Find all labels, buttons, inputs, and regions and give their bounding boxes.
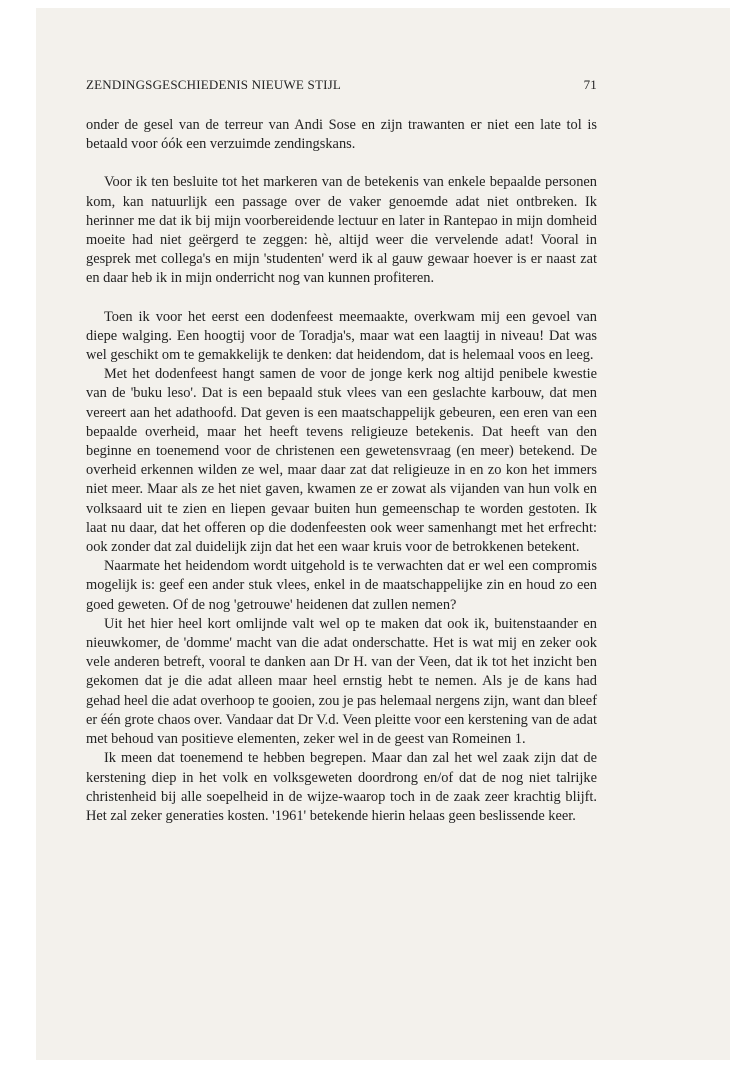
- paragraph: Ik meen dat toenemend te hebben begrepen. Maar dan zal het wel zaak zijn dat de kerstening diep in het volk en volksgeweten doordrong en/of dat de nog niet talrijke christenheid bij alle soepelheid in de wijze-waarop toch in de zaak zeer krachtig blijft. Het zal zeker generaties kosten. '1961' betekende hierin helaas geen beslissende keer.: [86, 750, 597, 824]
- paragraph: Voor ik ten besluite tot het markeren van de betekenis van enkele bepaalde personen kom, kan natuurlijk een passage over de vaker genoemde adat niet ontbreken. Ik herinner me dat ik bij mijn voorbereidende lectuur en later in Rantepao in mijn domheid moeite had niet geërgerd te zeggen: hè, altijd weer die vervelende adat! Vooral in gesprek met collega's en mijn 'studenten' werd ik al gauw gewaar hoever is er naast zat en daar heb ik in mijn onderricht nog van kunnen profiteren.: [86, 174, 597, 287]
- page-number: 71: [583, 77, 597, 92]
- book-page: [86, 76, 597, 826]
- body-text: [86, 116, 597, 826]
- paragraph: Uit het hier heel kort omlijnde valt wel op te maken dat ook ik, buitenstaander en nieuwkomer, de 'domme' macht van die adat onderschatte. Het is wat mij en zeker ook vele anderen betreft, vooral te danken aan Dr H. van der Veen, dat ik tot het inzicht ben gekomen dat je die adat alleen maar heel ernstig hebt te nemen. Als je de kans had gehad heel die adat overhoop te gooien, zou je pas helemaal nergens zijn, want dan bleef er één grote chaos over. Vandaar dat Dr V.d. Veen pleitte voor een kerstening van de adat met behoud van positieve elementen, zeker wel in de geest van Romeinen 1.: [86, 615, 597, 748]
- running-title: ZENDINGSGESCHIEDENIS NIEUWE STIJL: [86, 77, 342, 92]
- running-head: [86, 76, 597, 94]
- paragraph: Met het dodenfeest hangt samen de voor de jonge kerk nog altijd penibele kwestie van de 'buku leso'. Dat is een bepaald stuk vlees van een geslachte karbouw, dat men vereert aan het adathoofd. Dat geven is een maatschappelijk gebeuren, een eren van een bepaalde overheid, maar het heeft tevens religieuze betekenis. Dat heeft van den beginne en toenemend voor de christenen een gewetensvraag (en meer) betekend. De overheid erkennen wilden ze wel, maar daar zat dat religieuze in en zo kon het immers niet meer. Maar als ze het niet gaven, kwamen ze er zowat als vijanden van hun volk en volksaard uit te zien en liepen gevaar buiten hun gemeenschap te worden gestoten. Ik laat nu daar, dat het offeren op die dodenfeesten ook weer samenhangt met het erfrecht: ook zonder dat zal duidelijk zijn dat het een waar kruis voor de betrokkenen betekent.: [86, 366, 597, 556]
- paragraph: Toen ik voor het eerst een dodenfeest meemaakte, overkwam mij een gevoel van diepe walging. Een hoogtij voor de Toradja's, maar wat een laagtij in niveau! Dat was wel geschikt om te gemakkelijk te denken: dat heidendom, dat is helemaal voos en leeg.: [86, 308, 597, 364]
- paragraph: Naarmate het heidendom wordt uitgehold is te verwachten dat er wel een compromis mogelijk is: geef een ander stuk vlees, enkel in de maatschappelijke zin en houd zo een goed geweten. Of de nog 'getrouwe' heidenen dat zullen nemen?: [86, 558, 597, 613]
- paragraph: onder de gesel van de terreur van Andi Sose en zijn trawanten er niet een late tol is betaald voor óók een verzuimde zendingskans.: [86, 117, 597, 153]
